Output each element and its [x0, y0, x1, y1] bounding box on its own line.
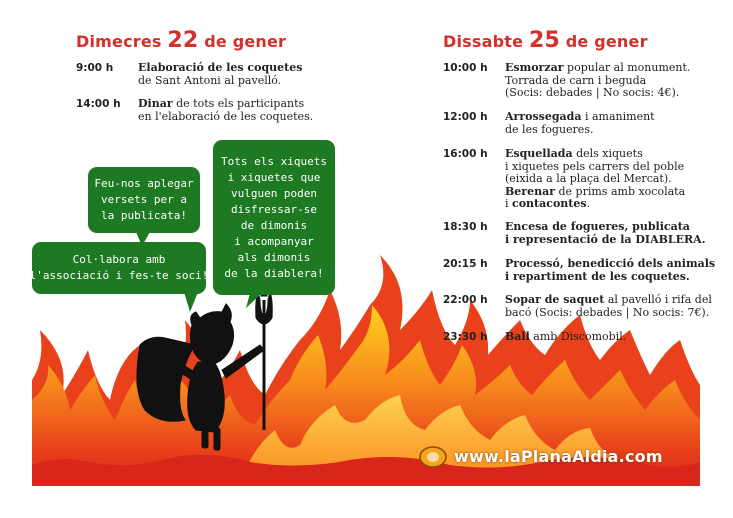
event-time: 12:00 h: [443, 111, 488, 123]
event-title: Dinar: [138, 97, 173, 110]
bubble-collaborate: [29, 242, 209, 294]
event-time: 10:00 h: [443, 62, 488, 74]
event-title: Processó, benedicció dels animals: [505, 257, 716, 270]
right-heading-day: 25: [528, 28, 560, 53]
bubble-line: Feu-nos aplegar: [94, 177, 194, 190]
right-heading: [443, 28, 648, 53]
bubble-line: Col·labora amb: [72, 253, 166, 266]
event-title: Ball: [505, 330, 530, 343]
event-detail: .: [586, 197, 591, 210]
bubble-line: Tots els xiquets: [221, 154, 327, 168]
bubble-line: als dimonis: [237, 250, 311, 264]
event-detail: i: [505, 197, 513, 210]
event-time: 14:00 h: [76, 98, 121, 110]
left-heading-month: de gener: [204, 32, 287, 51]
event-title: Encesa de fogueres, publicata: [505, 220, 690, 233]
event-detail: i xiquetes pels carrers del poble: [505, 159, 685, 173]
event-time: 23:30 h: [443, 331, 488, 343]
event-title: Elaboració de les coquetes: [138, 61, 303, 74]
watermark-logo-icon: [418, 443, 448, 469]
bubble-line: de la diablera!: [224, 266, 324, 280]
event-title: Berenar: [505, 184, 556, 198]
event-title: Esmorzar: [505, 61, 564, 74]
bubble-costume: [213, 140, 335, 295]
event-detail: (eixida a la plaça del Mercat).: [505, 172, 672, 185]
bubble-line: l'associació i fes-te soci!: [29, 269, 209, 282]
event-detail: de prims amb xocolata: [555, 184, 686, 198]
bubble-line: de dimonis: [240, 218, 308, 232]
event-time: 22:00 h: [443, 294, 488, 306]
left-heading-weekday: Dimecres: [76, 32, 162, 51]
bubble-line: i acompanyar: [234, 234, 314, 248]
event-detail: Torrada de carn i beguda: [505, 73, 647, 87]
bubble-line: la publicata!: [100, 209, 188, 222]
event-title: Esquellada: [505, 147, 573, 160]
event-time: 9:00 h: [76, 62, 114, 74]
bubble-line: versets per a: [100, 193, 188, 206]
event-time: 16:00 h: [443, 148, 488, 160]
event-price: bacó (Socis: debades | No socis: 7€).: [505, 305, 710, 319]
event-price: (Socis: debades | No socis: 4€).: [505, 86, 680, 99]
event-detail: dels xiquets: [572, 147, 643, 160]
event-detail: amb Discomobil.: [529, 330, 627, 343]
event-detail: al pavelló i rifa del: [604, 293, 712, 306]
right-heading-month: de gener: [565, 32, 648, 51]
event-detail: de Sant Antoni al pavelló.: [138, 73, 282, 87]
event-detail: de tots els participants: [172, 97, 305, 110]
bubble-line: disfressar-se: [230, 202, 318, 216]
event-title: contacontes: [512, 197, 587, 210]
event-title: i representació de la DIABLERA.: [505, 232, 706, 246]
event-detail: i amaniment: [581, 110, 655, 123]
left-heading-day: 22: [167, 28, 199, 53]
event-detail: de les fogueres.: [505, 122, 594, 136]
bubble-line: vulguen poden: [230, 186, 318, 200]
right-heading-weekday: Dissabte: [443, 32, 524, 51]
event-title: Arrossegada: [505, 110, 582, 123]
left-heading: [76, 28, 286, 53]
watermark-text: www.laPlanaAldia.com: [454, 446, 663, 466]
event-title: Sopar de saquet: [505, 293, 605, 306]
event-time: 18:30 h: [443, 221, 488, 233]
bubble-verses: [88, 167, 200, 233]
event-detail: en l'elaboració de les coquetes.: [138, 109, 314, 123]
event-detail: popular al monument.: [563, 61, 691, 74]
event-title: i repartiment de les coquetes.: [505, 269, 690, 283]
event-time: 20:15 h: [443, 258, 488, 270]
watermark: [418, 443, 663, 469]
bubble-line: i xiquetes que: [227, 170, 321, 184]
